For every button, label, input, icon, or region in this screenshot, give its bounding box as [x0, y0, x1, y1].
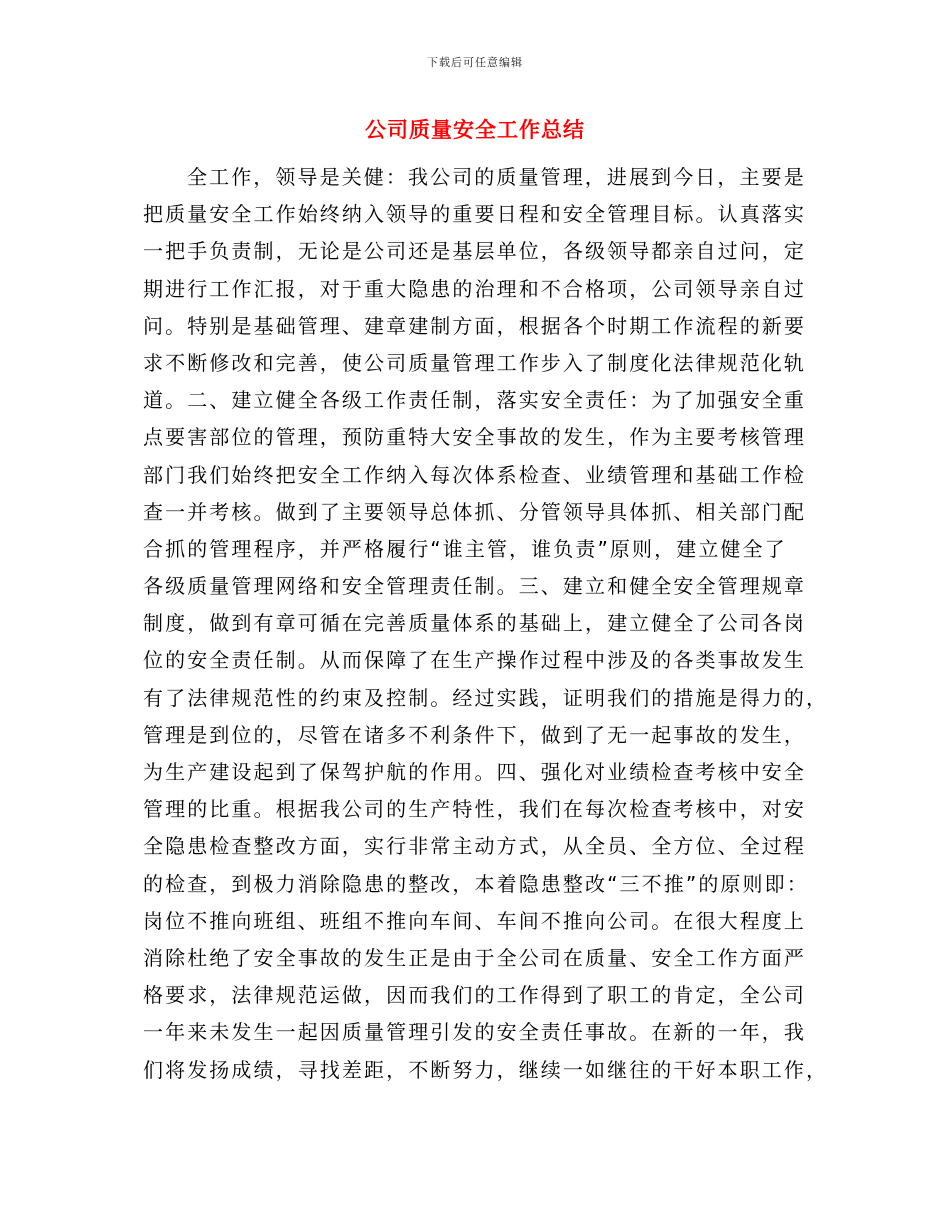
text-line: 把质量安全工作始终纳入领导的重要日程和安全管理目标。认真落实 [143, 202, 806, 227]
text-line: 岗位不推向班组、班组不推向车间、车间不推向公司。在很大程度上 [143, 908, 806, 933]
body-text [143, 159, 829, 1089]
text-line: 全隐患检查整改方面，实行非常主动方式，从全员、全方位、全过程 [143, 834, 806, 859]
text-line: 点要害部位的管理，预防重特大安全事故的发生，作为主要考核管理 [143, 425, 806, 450]
text-line: 消除杜绝了安全事故的发生正是由于全公司在质量、安全工作方面严 [143, 945, 806, 970]
text-line: 问。特别是基础管理、建章建制方面，根据各个时期工作流程的新要 [143, 313, 806, 338]
text-line: 部门我们始终把安全工作纳入每次体系检查、业绩管理和基础工作检 [143, 462, 806, 487]
text-line: 期进行工作汇报，对于重大隐患的治理和不合格项，公司领导亲自过 [143, 276, 806, 301]
text-line: 的检查，到极力消除隐患的整改，本着隐患整改“三不推”的原则即： [143, 871, 809, 896]
text-line: 为生产建设起到了保驾护航的作用。四、强化对业绩检查考核中安全 [143, 760, 806, 784]
text-line: 合抓的管理程序，并严格履行“谁主管，谁负责”原则，建立健全了 [143, 536, 787, 561]
text-line: 制度，做到有章可循在完善质量体系的基础上，建立健全了公司各岗 [143, 611, 806, 636]
text-line: 一年来未发生一起因质量管理引发的安全责任事故。在新的一年，我 [143, 1020, 806, 1045]
header-note: 下载后可任意编辑 [427, 56, 523, 69]
text-line: 管理是到位的，尽管在诸多不利条件下，做到了无一起事故的发生， [143, 722, 806, 747]
text-line: 有了法律规范性的约束及控制。经过实践，证明我们的措施是得力的， [143, 685, 829, 710]
text-line: 查一并考核。做到了主要领导总体抓、分管领导具体抓、相关部门配 [143, 499, 806, 524]
text-line: 全工作，领导是关健：我公司的质量管理，进展到今日，主要是 [187, 165, 806, 189]
text-line: 一把手负责制，无论是公司还是基层单位，各级领导都亲自过问，定 [143, 239, 806, 264]
text-line: 各级质量管理网络和安全管理责任制。三、建立和健全安全管理规章 [143, 574, 806, 599]
text-line: 求不断修改和完善，使公司质量管理工作步入了制度化法律规范化轨 [143, 350, 806, 375]
text-line: 管理的比重。根据我公司的生产特性，我们在每次检查考核中，对安 [143, 797, 806, 822]
text-line: 位的安全责任制。从而保障了在生产操作过程中涉及的各类事故发生 [143, 648, 806, 673]
document-title: 公司质量安全工作总结 [365, 118, 585, 142]
text-line: 们将发扬成绩，寻找差距，不断努力，继续一如继往的干好本职工作， [143, 1057, 829, 1082]
text-line: 道。二、建立健全各级工作责任制，落实安全责任：为了加强安全重 [143, 388, 806, 413]
text-line: 格要求，法律规范运做，因而我们的工作得到了职工的肯定，全公司 [143, 983, 806, 1008]
